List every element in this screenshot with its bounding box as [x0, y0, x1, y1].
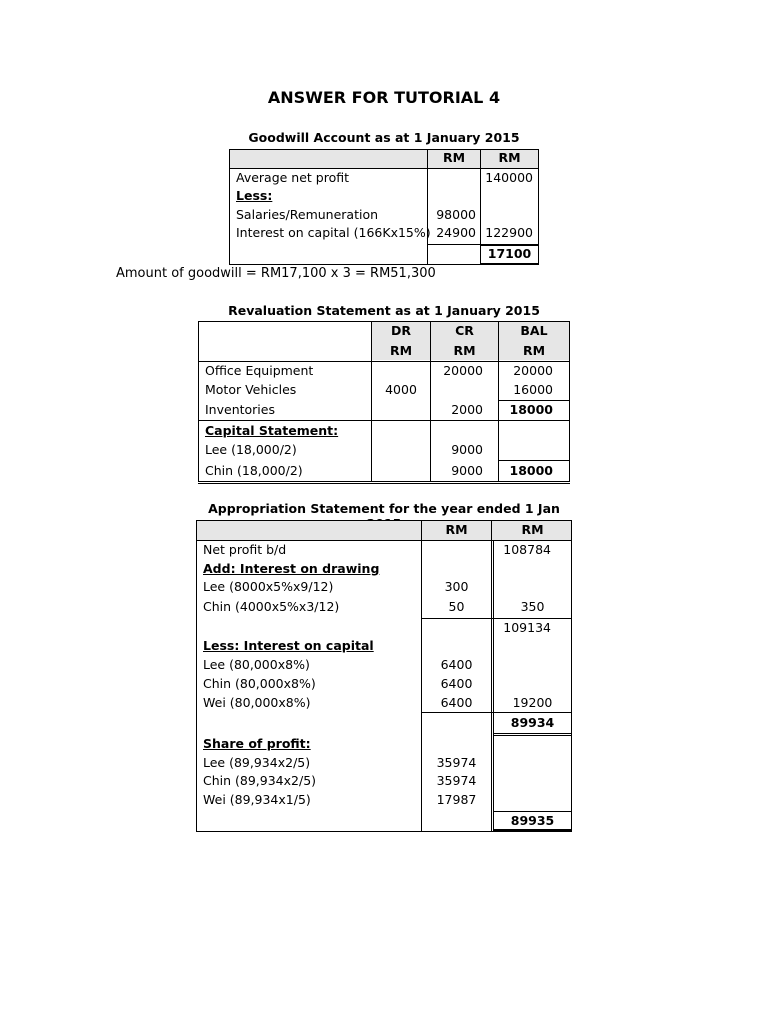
approp-subtotal-2: 89934: [510, 715, 555, 730]
reval-inventories-label: Inventories: [205, 402, 275, 417]
reval-bal-header: BAL: [520, 323, 548, 338]
approp-col1-header: RM: [445, 522, 468, 537]
reval-office-cr: 20000: [443, 363, 483, 378]
reval-inventories-bal: 18000: [509, 402, 553, 417]
approp-share-chin-value: 35974: [436, 773, 477, 788]
approp-capital-chin-label: Chin (80,000x8%): [203, 676, 316, 691]
approp-title: Appropriation Statement for the year ended 1 Jan: [208, 501, 560, 516]
reval-office-label: Office Equipment: [205, 363, 314, 378]
approp-share-wei-label: Wei (89,934x1/5): [203, 792, 311, 807]
approp-capital-chin-value: 6400: [440, 676, 473, 691]
goodwill-result: 17100: [487, 246, 532, 261]
goodwill-interest-label: Interest on capital (166Kx15%): [236, 225, 431, 240]
reval-lee-label: Lee (18,000/2): [205, 442, 297, 457]
reval-motor-bal: 16000: [513, 382, 553, 397]
reval-motor-dr: 4000: [385, 382, 417, 397]
reval-dr-header: DR: [390, 323, 411, 338]
approp-capital-lee-label: Lee (80,000x8%): [203, 657, 310, 672]
approp-col2-header: RM: [521, 522, 544, 537]
approp-share-lee-value: 35974: [436, 755, 477, 770]
approp-drawing-total: 350: [520, 599, 545, 614]
goodwill-interest-total: 122900: [485, 225, 533, 240]
reval-title: Revaluation Statement as at 1 January 2015: [228, 303, 540, 318]
reval-chin-label: Chin (18,000/2): [205, 463, 303, 478]
reval-dr-unit: RM: [389, 343, 413, 358]
approp-share-lee-label: Lee (89,934x2/5): [203, 755, 311, 770]
goodwill-less-label: Less:: [236, 188, 273, 203]
goodwill-salaries-label: Salaries/Remuneration: [236, 207, 379, 222]
approp-capital-lee-value: 6400: [440, 657, 473, 672]
reval-lee-cr: 9000: [451, 442, 483, 457]
approp-add-label: Add: Interest on drawing: [203, 561, 380, 576]
approp-final-total: 89935: [510, 813, 555, 828]
reval-chin-bal: 18000: [509, 463, 553, 478]
goodwill-avg-label: Average net profit: [236, 170, 350, 185]
goodwill-interest-value: 24900: [436, 225, 476, 240]
reval-bal-unit: RM: [522, 343, 546, 358]
approp-capital-total: 19200: [512, 695, 553, 710]
goodwill-title: Goodwill Account as at 1 January 2015: [248, 130, 520, 145]
approp-capital-wei-value: 6400: [440, 695, 473, 710]
approp-drawing-chin-value: 50: [448, 599, 465, 614]
reval-cr-unit: RM: [453, 343, 476, 358]
reval-inventories-cr: 2000: [451, 402, 483, 417]
goodwill-col2-header: RM: [498, 150, 521, 165]
goodwill-salaries-value: 98000: [436, 207, 476, 222]
goodwill-amount: Amount of goodwill = RM17,100 x 3 = RM51,300: [116, 266, 436, 281]
approp-netprofit-value: 108784: [503, 542, 551, 557]
reval-office-bal: 20000: [513, 363, 553, 378]
page-title: ANSWER FOR TUTORIAL 4: [267, 88, 501, 107]
approp-drawing-lee-label: Lee (8000x5%x9/12): [203, 579, 334, 594]
reval-motor-label: Motor Vehicles: [205, 382, 297, 397]
approp-subtotal-1: 109134: [503, 620, 551, 635]
approp-share-chin-label: Chin (89,934x2/5): [203, 773, 317, 788]
approp-share-wei-value: 17987: [436, 792, 477, 807]
goodwill-avg-value: 140000: [485, 170, 533, 185]
reval-chin-cr: 9000: [451, 463, 483, 478]
reval-cr-header: CR: [455, 323, 474, 338]
approp-less-label: Less: Interest on capital: [203, 638, 374, 653]
approp-capital-wei-label: Wei (80,000x8%): [203, 695, 311, 710]
approp-drawing-lee-value: 300: [444, 579, 469, 594]
reval-capital-label: Capital Statement:: [205, 423, 339, 438]
approp-netprofit-label: Net profit b/d: [203, 542, 287, 557]
approp-drawing-chin-label: Chin (4000x5%x3/12): [203, 599, 340, 614]
approp-share-label: Share of profit:: [203, 736, 311, 751]
goodwill-col1-header: RM: [442, 150, 466, 165]
